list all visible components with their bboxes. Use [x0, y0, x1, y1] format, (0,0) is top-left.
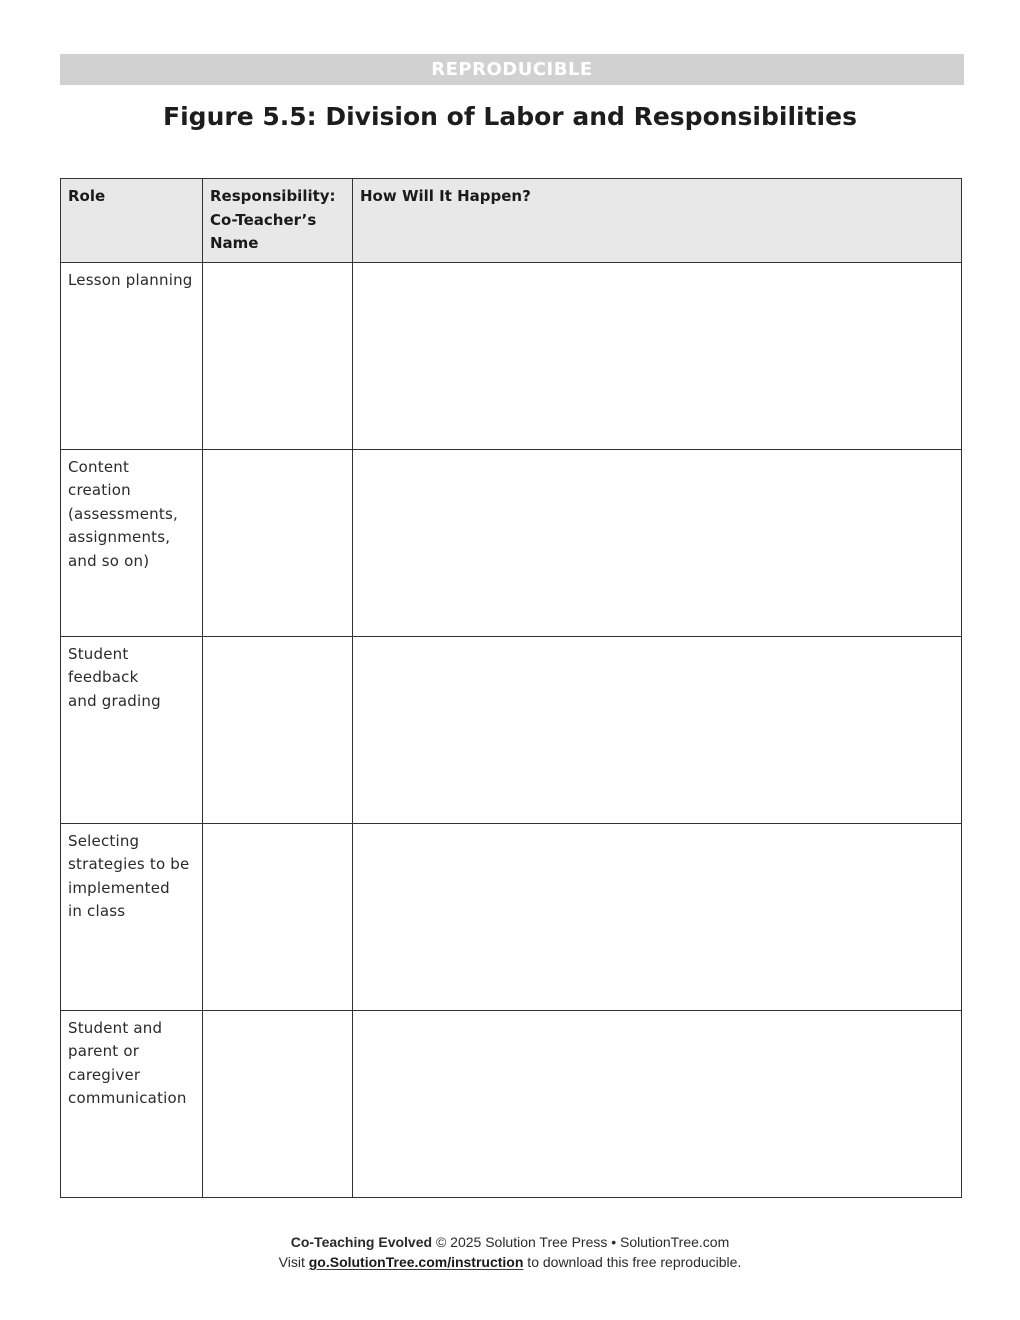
visit-suffix: to download this free reproducible. [523, 1254, 742, 1270]
role-cell: Selecting strategies to be implemented in class [61, 823, 203, 1010]
role-cell: Student feedback and grading [61, 636, 203, 823]
table-row [61, 823, 962, 1010]
page-title: Figure 5.5: Division of Labor and Responsibilities [163, 102, 857, 131]
header-how: How Will It Happen? [353, 179, 962, 263]
responsibility-cell[interactable] [203, 636, 353, 823]
how-cell[interactable] [353, 449, 962, 636]
table-row [61, 449, 962, 636]
copyright-text: © 2025 Solution Tree Press • SolutionTree.com [432, 1234, 730, 1250]
table-header-row [61, 179, 962, 263]
page-footer [0, 1232, 1020, 1272]
copyright-line [0, 1232, 1020, 1252]
download-line [0, 1252, 1020, 1272]
responsibility-cell[interactable] [203, 1010, 353, 1197]
role-cell: Lesson planning [61, 262, 203, 449]
role-cell: Content creation (assessments, assignments, and so on) [61, 449, 203, 636]
responsibility-cell[interactable] [203, 262, 353, 449]
visit-prefix: Visit [278, 1254, 309, 1270]
how-cell[interactable] [353, 1010, 962, 1197]
table-row [61, 636, 962, 823]
responsibility-cell[interactable] [203, 449, 353, 636]
reproducible-label: REPRODUCIBLE [431, 59, 593, 80]
header-role: Role [61, 179, 203, 263]
reproducible-banner [60, 54, 964, 85]
instruction-link[interactable]: go.SolutionTree.com/instruction [308, 1254, 524, 1270]
header-responsibility: Responsibility: Co-Teacher’s Name [203, 179, 353, 263]
table-row [61, 1010, 962, 1197]
how-cell[interactable] [353, 262, 962, 449]
role-cell: Student and parent or caregiver communication [61, 1010, 203, 1197]
responsibility-cell[interactable] [203, 823, 353, 1010]
responsibilities-table [60, 178, 962, 1198]
table-row [61, 262, 962, 449]
how-cell[interactable] [353, 823, 962, 1010]
book-title: Co-Teaching Evolved [290, 1234, 433, 1250]
how-cell[interactable] [353, 636, 962, 823]
